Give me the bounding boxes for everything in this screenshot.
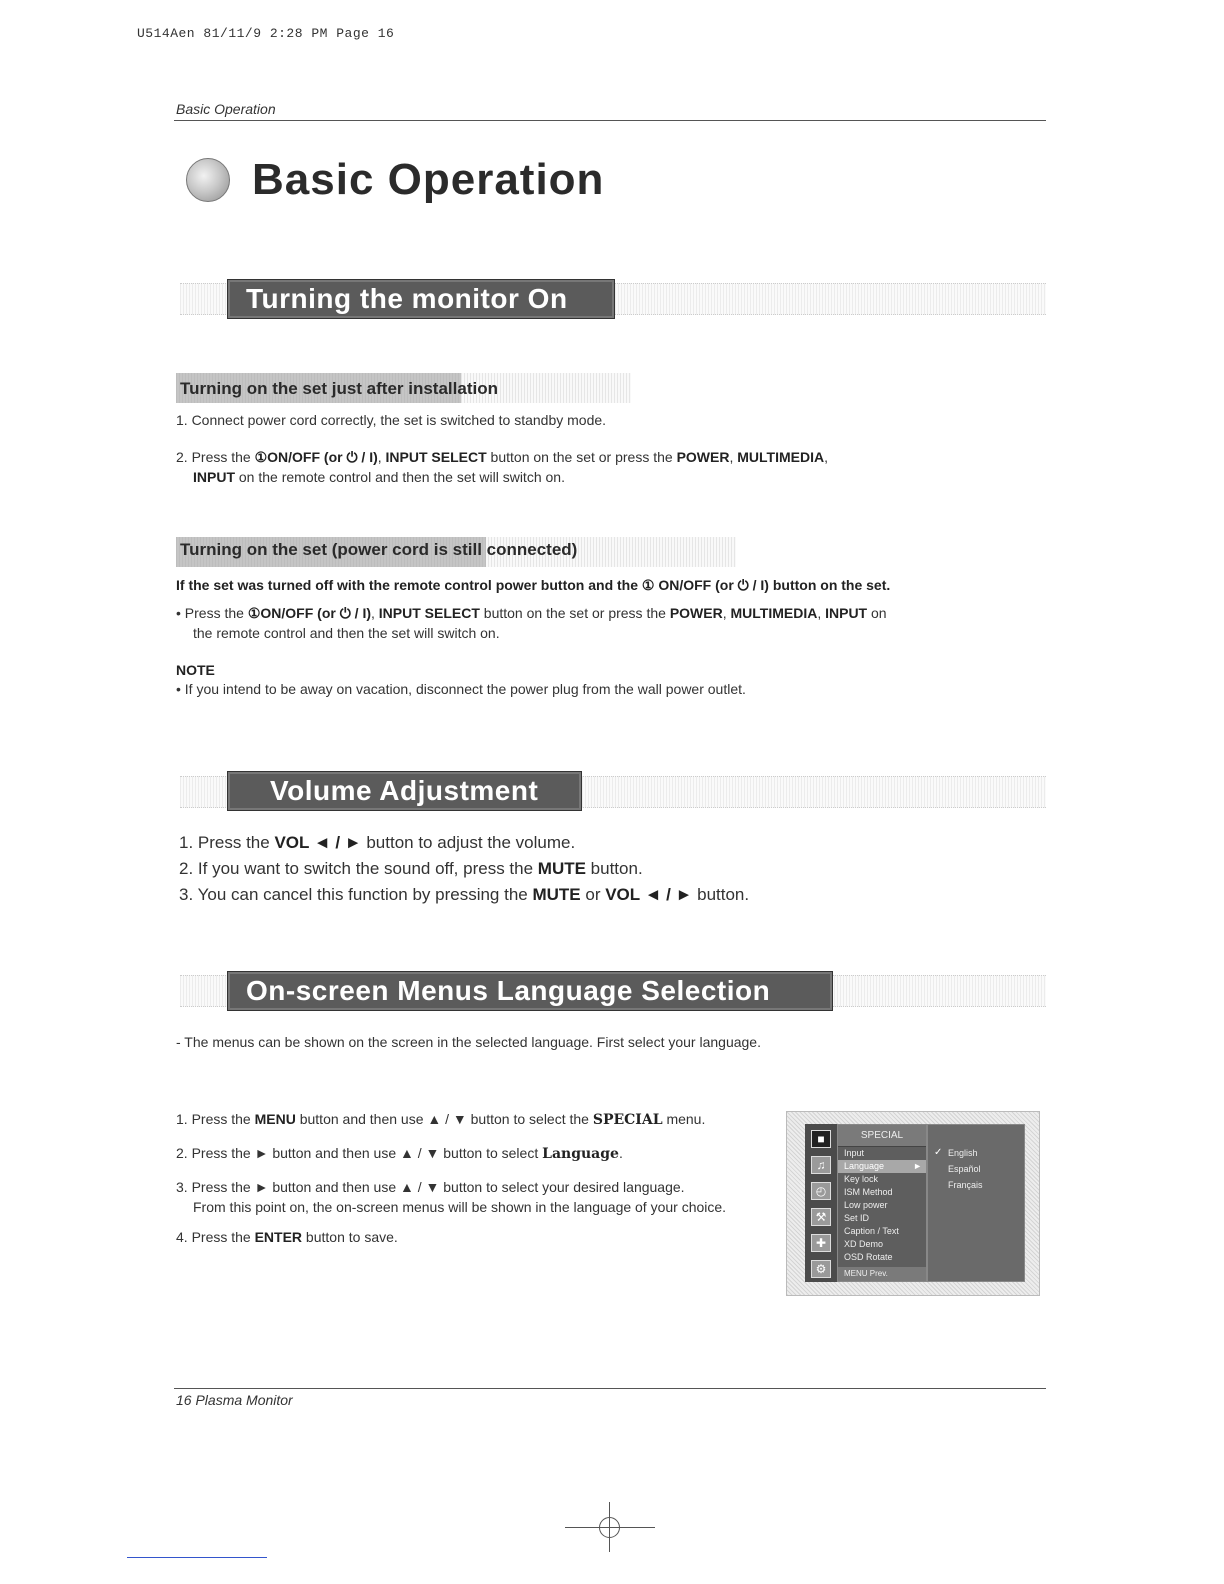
osd-audio-icon: ♫ [811,1156,831,1174]
language-step-3: 3. Press the ► button and then use ▲ / ▼ button to select your desired language. From this point on, the on-screen menus will be shown in the language of your choice. [176,1179,727,1215]
print-slug: U514Aen 81/11/9 2:28 PM Page 16 [137,26,395,41]
footer-rule [174,1388,1046,1389]
osd-special-menu [837,1124,927,1282]
osd-item-language: Language ► [838,1160,926,1173]
osd-item-ism-method: ISM Method [844,1187,893,1197]
osd-clock-icon: ◴ [811,1182,831,1200]
osd-language-submenu [927,1124,1025,1282]
language-step-1: 1. Press the MENU button and then use ▲ / ▼ button to select the SPECIAL menu. [176,1111,706,1128]
note-label: NOTE [176,662,215,678]
install-step-1: 1. Connect power cord correctly, the set is switched to standby mode. [176,412,607,428]
section-title-language: On-screen Menus Language Selection [227,971,833,1011]
osd-lang-english: ✓ English [928,1145,1024,1161]
osd-lang-espanol: Español [948,1164,981,1174]
check-icon: ✓ [934,1147,943,1158]
language-intro: - The menus can be shown on the screen in the selected language. First select your language. [176,1034,761,1050]
margin-line [127,1557,267,1558]
osd-lang-francais: Français [948,1180,983,1190]
install-step-2: 2. Press the ①ON/OFF (or ⏻ / I), INPUT SELECT button on the set or press the POWER, MULTIMEDIA, INPUT on the remote control and then the set will switch on. [176,449,828,485]
volume-step-3: 3. You can cancel this function by pressing the MUTE or VOL ◄ / ► button. [179,885,750,904]
page-title [186,150,604,210]
subsection-title-installation: Turning on the set just after installation [180,379,498,398]
osd-item-set-id: Set ID [844,1213,870,1223]
language-step-4: 4. Press the ENTER button to save. [176,1229,398,1245]
osd-cross-icon: ✚ [811,1234,831,1252]
osd-item-low-power: Low power [844,1200,888,1210]
volume-step-1: 1. Press the VOL ◄ / ► button to adjust the volume. [179,833,576,852]
header-rule [174,120,1046,121]
title-bullet-icon [186,158,230,202]
language-step-2: 2. Press the ► button and then use ▲ / ▼ button to select Language. [176,1145,623,1162]
note-text: • If you intend to be away on vacation, disconnect the power plug from the wall power outlet. [176,681,746,697]
page-title-text: Basic Operation [252,155,605,204]
osd-wrench-icon: ⚒ [811,1208,831,1226]
osd-item-xd-demo: XD Demo [844,1239,884,1249]
osd-item-key-lock: Key lock [844,1174,879,1184]
registration-mark-circle [599,1517,620,1538]
subsection-title-power-connected: Turning on the set (power cord is still connected) [180,540,578,559]
osd-item-input: Input [844,1148,865,1158]
power-connected-bullet: • Press the ①ON/OFF (or ⏻ / I), INPUT SELECT button on the set or press the POWER, MULTIMEDIA, INPUT on the remote control and then the set will switch on. [176,605,887,641]
section-title-volume: Volume Adjustment [227,771,582,811]
osd-settings-icon: ⚙ [811,1260,831,1278]
osd-menu-footer: MENU Prev. [838,1267,926,1281]
osd-screen-icon: ■ [811,1130,831,1148]
osd-icon-column [805,1124,837,1282]
volume-steps [179,830,749,908]
osd-menu-header: SPECIAL [838,1125,926,1147]
section-title-turning-on: Turning the monitor On [227,279,615,319]
running-head: Basic Operation [176,101,276,117]
page-footer: 16 Plasma Monitor [176,1392,293,1408]
power-connected-lead: If the set was turned off with the remote control power button and the ① ON/OFF (or ⏻ / I) button on the set. [176,577,891,593]
osd-item-osd-rotate: OSD Rotate [844,1252,893,1262]
volume-step-2: 2. If you want to switch the sound off, press the MUTE button. [179,859,643,878]
osd-menu-screenshot [786,1111,1040,1296]
osd-item-caption-text: Caption / Text [844,1226,899,1236]
